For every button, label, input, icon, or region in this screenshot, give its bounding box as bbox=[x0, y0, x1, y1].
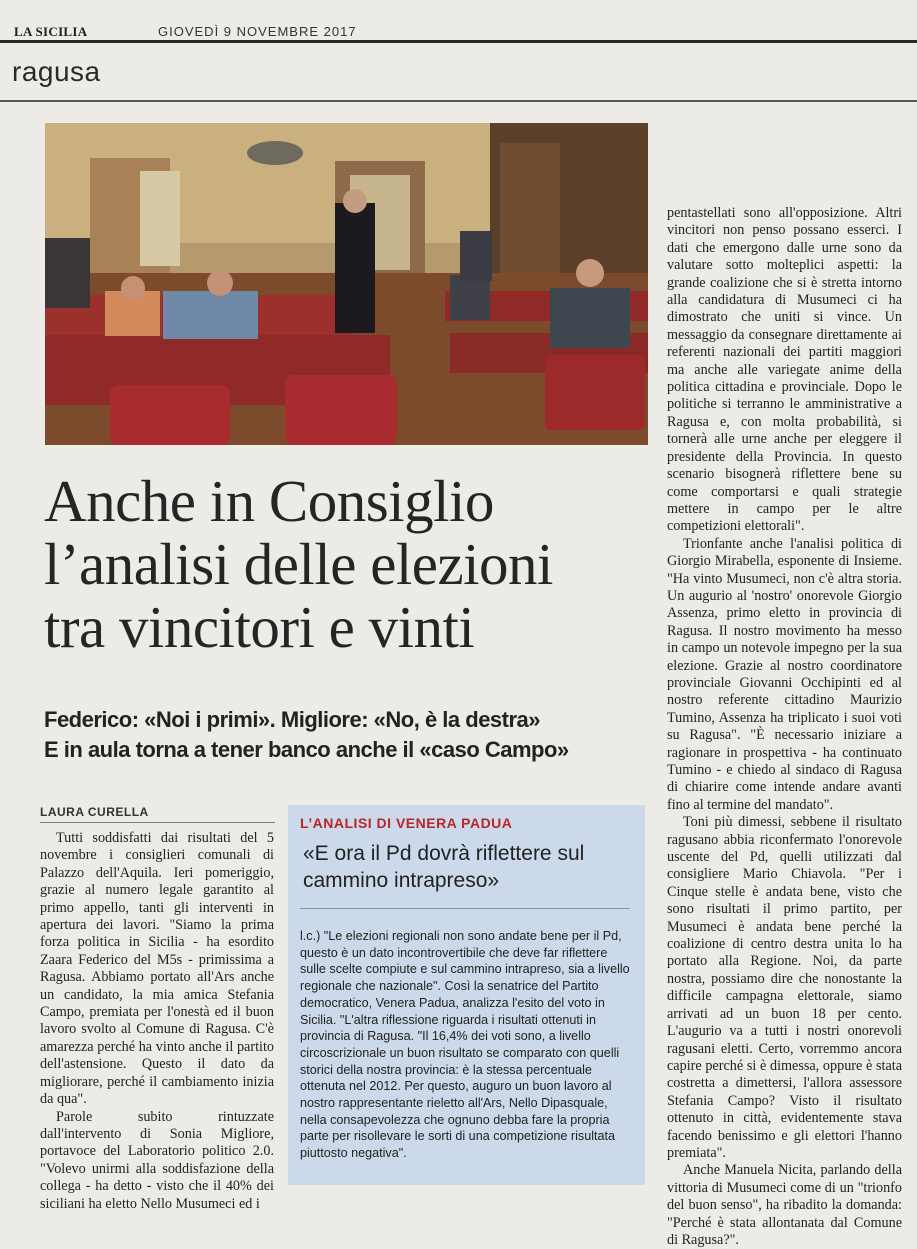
sidebar-rule bbox=[300, 908, 630, 909]
byline-rule bbox=[40, 822, 275, 823]
sidebar-paragraph: l.c.) "Le elezioni regionali non sono andate bene per il Pd, questo è un dato incontrovertibile che deve far riflettere sulle scelte compiute e sul cammino intrapreso, sia a livello regionale che nazionale". Così la senatrice del Partito democratico, Venera Padua, analizza l'esito del voto in Sicilia. "L'altra riflessione riguarda i risultati ottenuti in provincia di Ragusa. "Il 16,4% dei voti sono, a livello circoscrizionale un buon risultato se comparato con quelli storici della nostra provincia: è la stessa percentuale ottenuta nel 2012. Per questo, auguro un buon lavoro al nostro rappresentante rieletto all'Ars, Nello Dipasquale, nella consapevolezza che ognuno debba fare la propria parte per risollevare le sorti di una competizione risultata piuttosto negativa". bbox=[300, 929, 630, 1161]
subhead-line: E in aula torna a tener banco anche il «caso Campo» bbox=[44, 737, 569, 762]
headline-line: tra vincitori e vinti bbox=[44, 594, 475, 660]
section-rule bbox=[0, 100, 917, 102]
article-subheadline bbox=[44, 705, 664, 765]
section-title: ragusa bbox=[12, 56, 101, 87]
article-paragraph: Parole subito rintuzzate dall'intervento di Sonia Migliore, portavoce del Laboratorio politico 2.0. "Volevo unirmi alla soddisfazione della collega - ha detto - visto che il 40% dei siciliani ha eletto Nello Musumeci ed i bbox=[40, 1108, 274, 1212]
headline-line: l’analisi delle elezioni bbox=[44, 531, 553, 597]
header-rule bbox=[0, 40, 917, 43]
article-paragraph: Toni più dimessi, sebbene il risultato ragusano abbia riconfermato l'onorevole uscente del Pd, quelli utilizzati dal consigliere Mario Chiavola. "Per i Cinque stelle è andata bene, visto che sono risultati il primo partito, per Musumeci è andata bene perché la coalizione di centro destra unita lo ha portato alla Regione. Noi, da parte nostra, possiamo dire che nonostante la difficile campagna elettorale, siamo arrivati ad un buon 18 per cento. L'augurio va a tutti i nostri onorevoli ragusani eletti. Certo, vorremmo ancora capire perché si è dimessa, oppure è stata costretta a dimettersi, l'allora assessore Stefania Campo? Visto il risultato ottenuto in città, evidentemente stava facendo benissimo e gli elettori l'hanno premiata". bbox=[667, 814, 902, 1161]
subhead-line: Federico: «Noi i primi». Migliore: «No, è la destra» bbox=[44, 707, 541, 732]
article-right-column bbox=[667, 205, 902, 1249]
newspaper-masthead: LA SICILIA bbox=[14, 24, 88, 39]
headline-line: Anche in Consiglio bbox=[44, 468, 494, 534]
sidebar-kicker: L’ANALISI DI VENERA PADUA bbox=[300, 815, 513, 831]
council-chamber-photo bbox=[45, 123, 648, 445]
article-paragraph: Tutti soddisfatti dai risultati del 5 novembre i consiglieri comunali di Palazzo dell'Aquila. Ieri pomeriggio, grazie al numero legale garantito al primo appello, tanti gli interventi in apertura dei lavori. "Siamo la prima forza politica in Sicilia - ha esordito Zaara Federico del M5s - primissima a Ragusa. Abbiamo portato all'Ars anche un candidato, la mia amica Stefania Campo, premiata per l'onestà ed il buon lavoro svolto al Comune di Ragusa. C'è amarezza perché ha vinto anche il partito dell'astensione. Questo il dato da migliorare, perché il cambiamento inizia da qua". bbox=[40, 830, 274, 1108]
byline: LAURA CURELLA bbox=[40, 805, 149, 819]
issue-date: GIOVEDÌ 9 NOVEMBRE 2017 bbox=[158, 24, 357, 39]
article-left-column bbox=[40, 830, 274, 1213]
article-headline bbox=[44, 470, 644, 659]
article-paragraph: Trionfante anche l'analisi politica di Giorgio Mirabella, esponente di Insieme. "Ha vinto Musumeci, non c'è altra storia. Un augurio al 'nostro' onorevole Giorgio Assenza, primo eletto in provincia di Ragusa. Il nostro movimento ha messo in campo un notevole impegno per la sua elezione. Grazie al nostro coordinatore provinciale Giovanni Occhipinti ed al nostro referente cittadino Maurizio Tumino, Assenza ha triplicato i suoi voti su Ragusa". "È necessario iniziare a ragionare in prospettiva - ha continuato Tumino - e chiedo al sindaco di Ragusa di chiarire come intende andare avanti fino al termine del mandato". bbox=[667, 535, 902, 813]
sidebar-body bbox=[300, 928, 630, 1162]
sidebar-title: «E ora il Pd dovrà riflettere sul cammino intrapreso» bbox=[303, 842, 585, 892]
article-paragraph: Anche Manuela Nicita, parlando della vittoria di Musumeci come di un "trionfo del buon senso", ha ribadito la domanda: "Perché è stata allontanata dal Comune di Ragusa?". bbox=[667, 1162, 902, 1248]
article-paragraph: pentastellati sono all'opposizione. Altri vincitori non penso possano esserci. I dati che emergono dalle urne sono da valutare sotto molteplici aspetti: la grande coalizione che si è stretta intorno alla candidatura di Musumeci ci ha dimostrato che uniti si vince. Un messaggio da consegnare direttamente ai referenti nazionali dei partiti maggiori ma anche alle variegate anime della politica cittadina e provinciale. Dopo le politiche si terranno le amministrative a Ragusa e, con molta probabilità, si tornerà alle urne anche per eleggere il presidente della Provincia. In questo scenario bisognerà riflettere bene su come comportarsi e quali strategie mettere in campo per le altre competizioni elettorali". bbox=[667, 205, 902, 535]
